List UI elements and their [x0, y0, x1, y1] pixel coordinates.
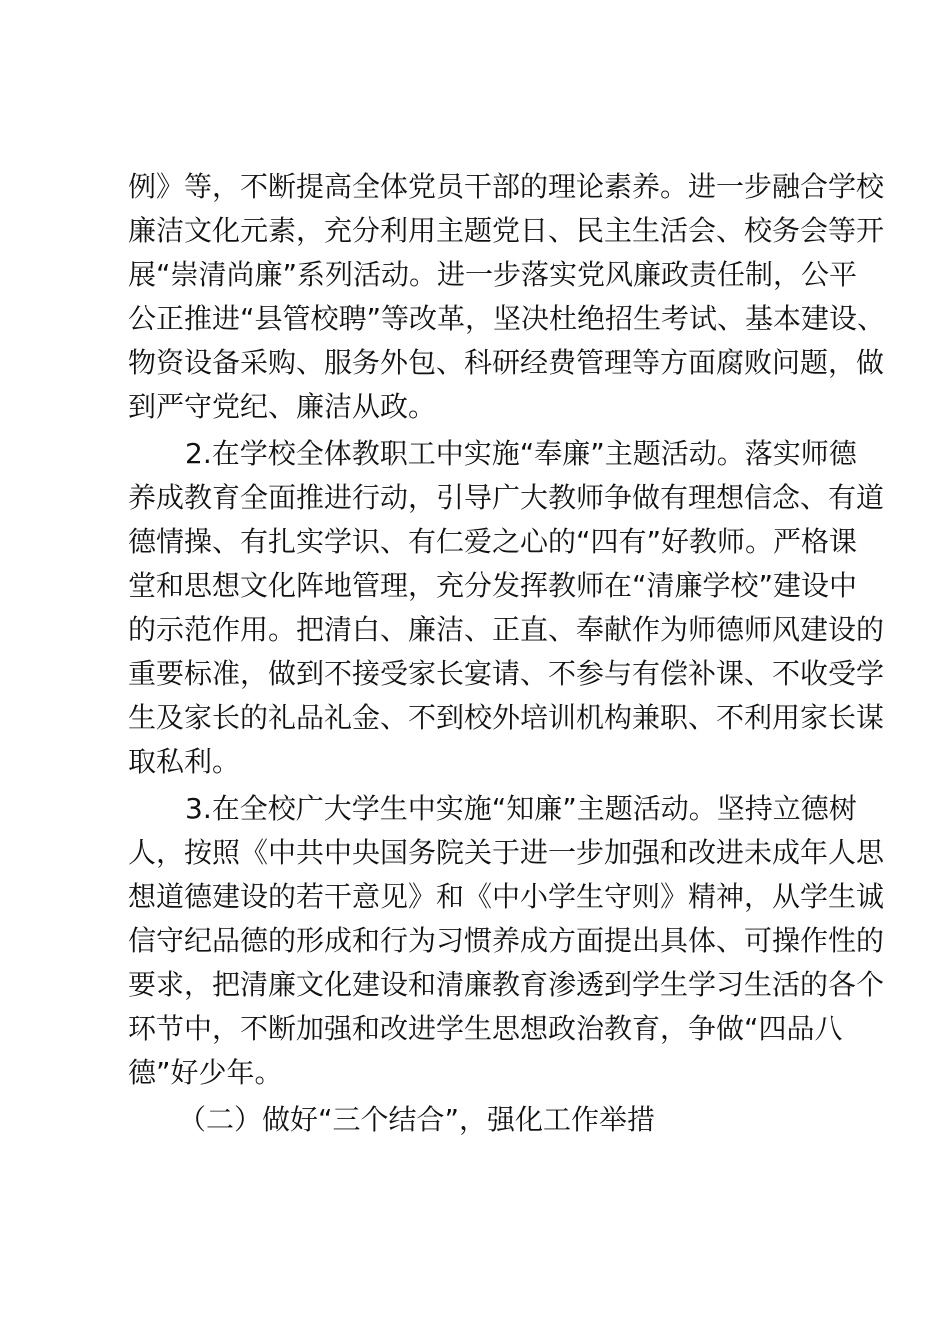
text-line-2: 廉洁文化元素，充分利用主题党日、民主生活会、校务会等开 — [128, 214, 885, 247]
text-line-8: 养成教育全面推进行动，引导广大教师争做有理想信念、有道 — [128, 481, 885, 514]
text-line-9: 德情操、有扎实学识、有仁爱之心的“四有”好教师。严格课 — [128, 525, 858, 558]
section-heading: （二）做好“三个结合”，强化工作举措 — [178, 1103, 656, 1136]
text-line-5: 物资设备采购、服务外包、科研经费管理等方面腐败问题，做 — [128, 346, 885, 379]
paragraph-2-first-line: 2.在学校全体教职工中实施“奉廉”主题活动。落实师德 — [185, 437, 857, 470]
text-line-17: 想道德建设的若干意见》和《中小学生守则》精神，从学生诚 — [128, 880, 885, 913]
text-line-4: 公正推进“县管校聘”等改革，坚决杜绝招生考试、基本建设、 — [128, 302, 886, 335]
text-line-11: 的示范作用。把清白、廉洁、正直、奉献作为师德师风建设的 — [128, 613, 885, 646]
text-line-1: 例》等，不断提高全体党员干部的理论素养。进一步融合学校 — [128, 170, 885, 203]
text-line-6: 到严守党纪、廉洁从政。 — [128, 390, 437, 423]
text-line-13: 生及家长的礼品礼金、不到校外培训机构兼职、不利用家长谋 — [128, 701, 885, 734]
text-line-3: 展“崇清尚廉”系列活动。进一步落实党风廉政责任制，公平 — [128, 258, 858, 291]
text-line-12: 重要标准，做到不接受家长宴请、不参与有偿补课、不收受学 — [128, 657, 885, 690]
paragraph-3-first-line: 3.在全校广大学生中实施“知廉”主题活动。坚持立德树 — [185, 792, 857, 825]
text-line-18: 信守纪品德的形成和行为习惯养成方面提出具体、可操作性的 — [128, 924, 885, 957]
text-line-21: 德”好少年。 — [128, 1056, 283, 1089]
text-line-20: 环节中，不断加强和改进学生思想政治教育，争做“四品八 — [128, 1012, 843, 1045]
text-line-10: 堂和思想文化阵地管理，充分发挥教师在“清廉学校”建设中 — [128, 569, 858, 602]
text-line-19: 要求，把清廉文化建设和清廉教育渗透到学生学习生活的各个 — [128, 968, 885, 1001]
text-line-14: 取私利。 — [128, 745, 241, 778]
text-line-16: 人，按照《中共中央国务院关于进一步加强和改进未成年人思 — [128, 836, 885, 869]
